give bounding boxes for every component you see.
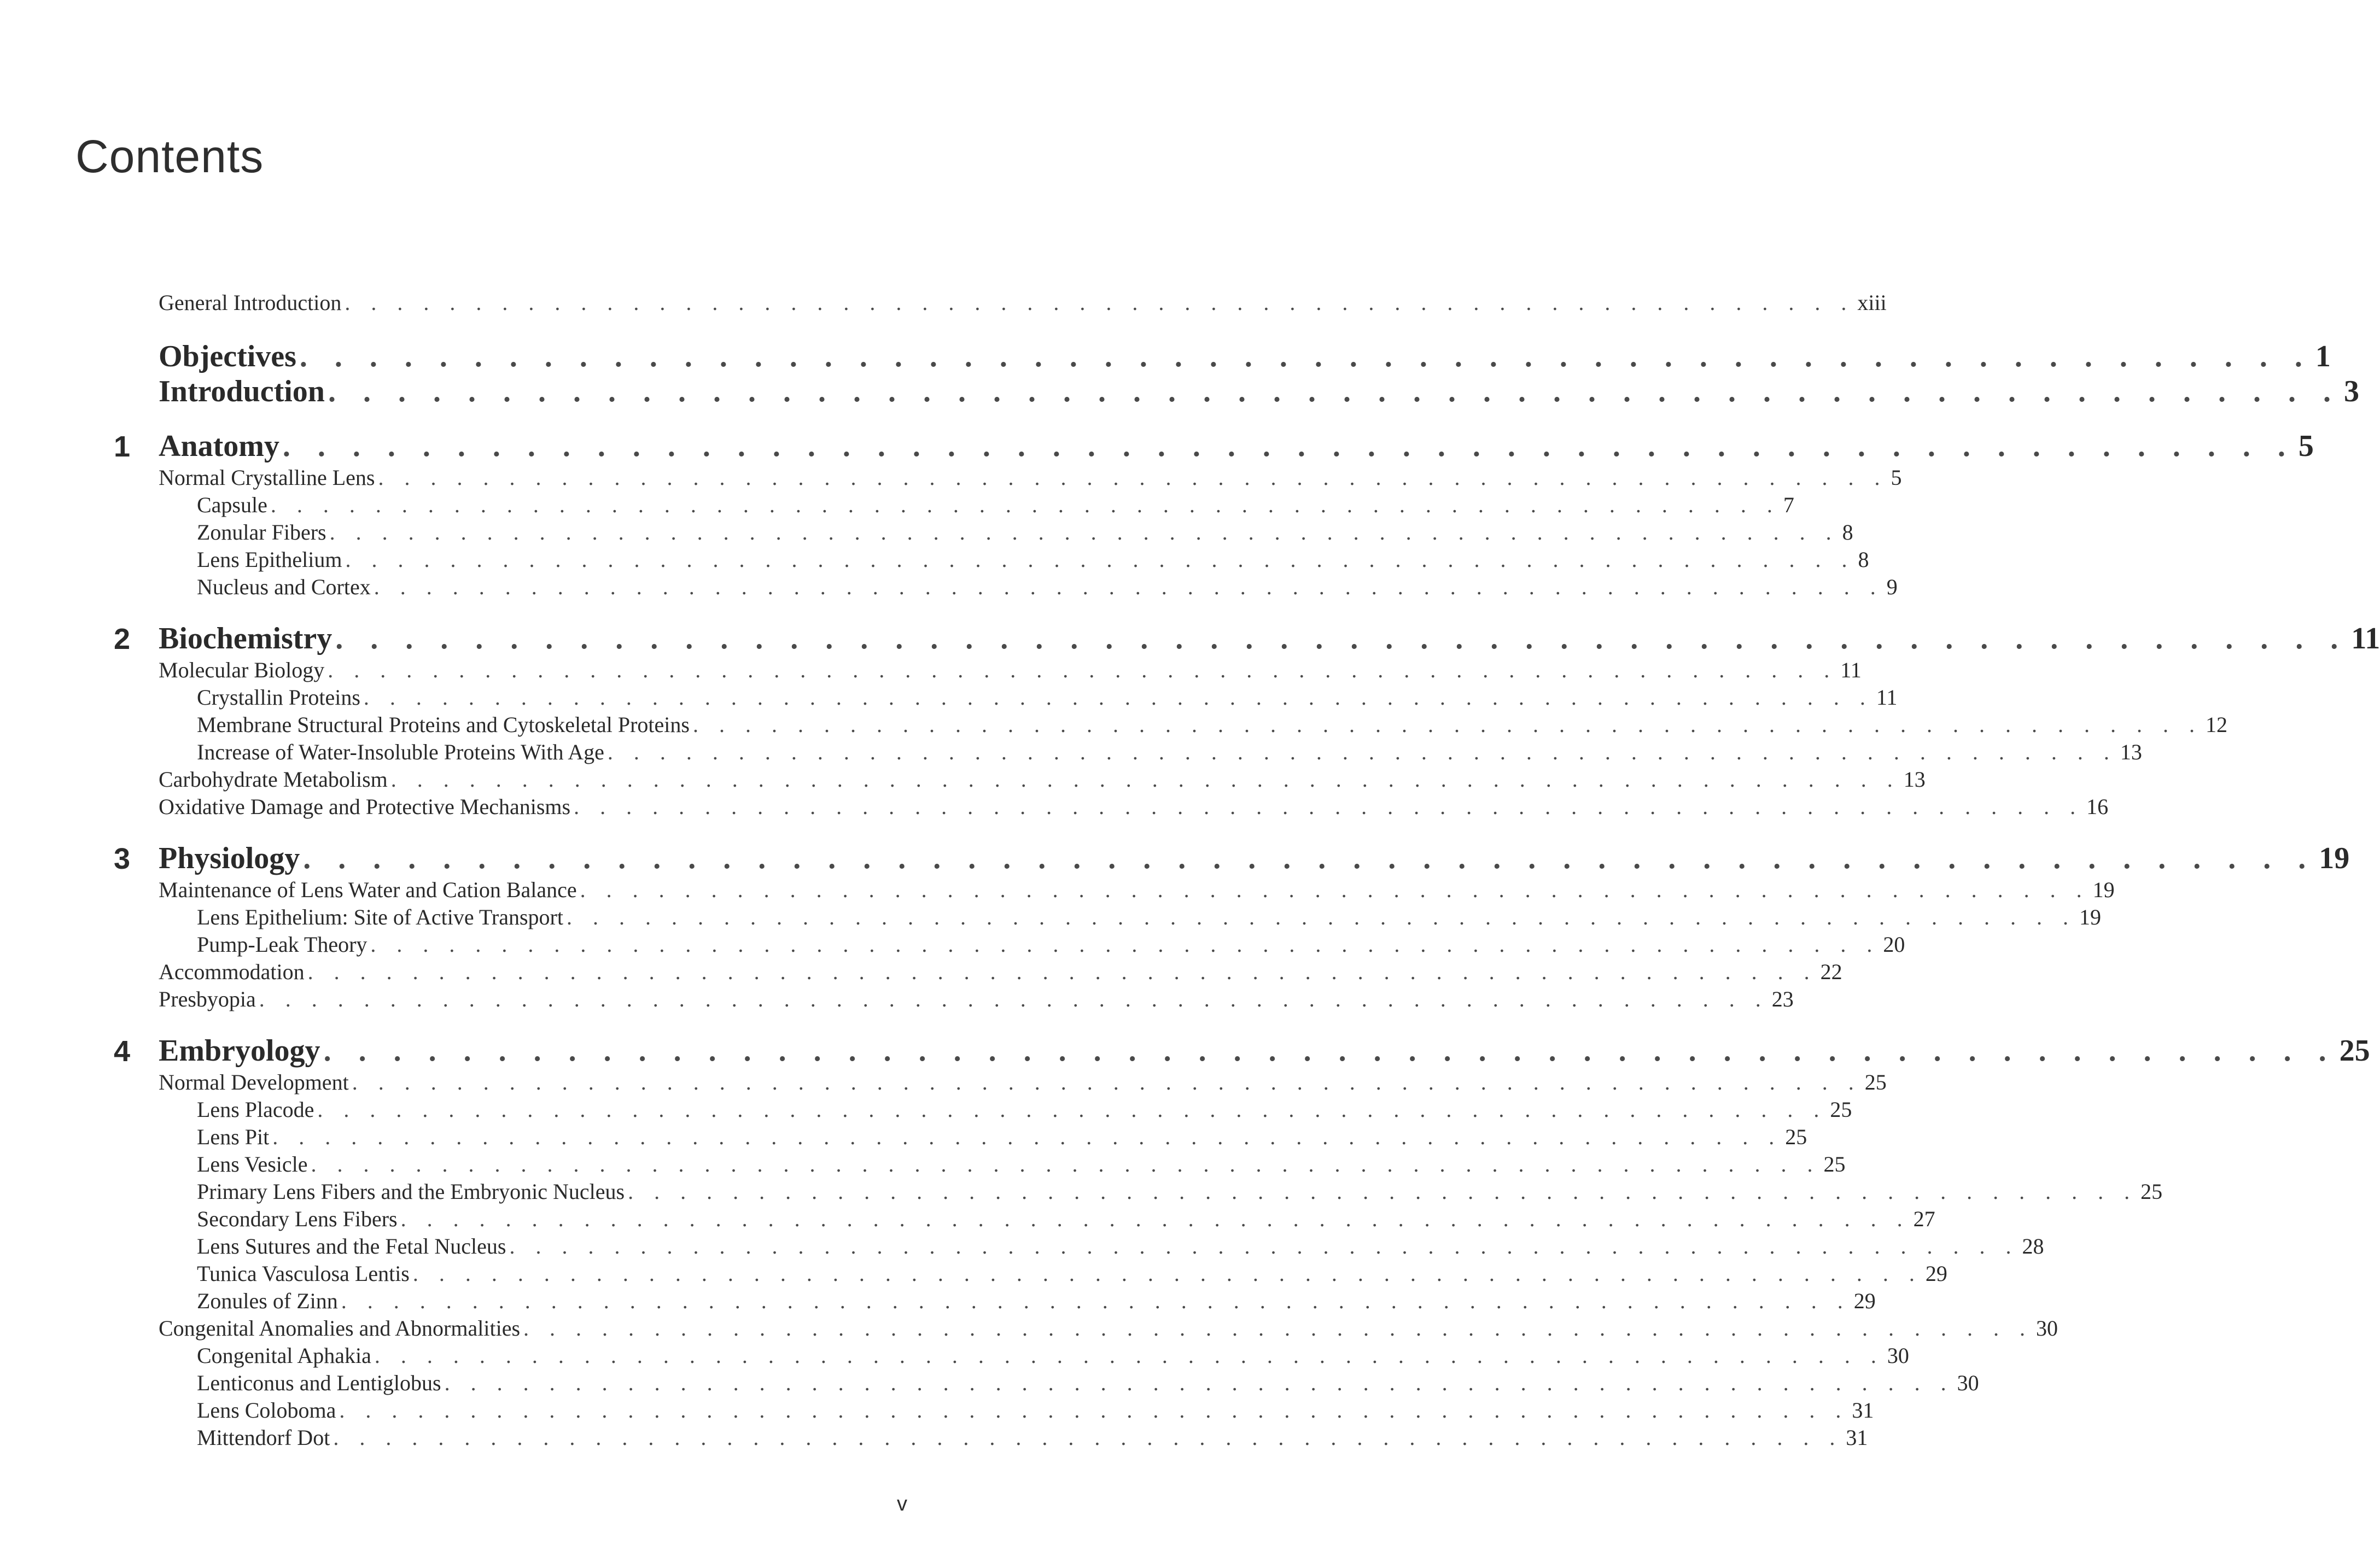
chapter-number: 2 bbox=[114, 623, 131, 655]
toc-entry[interactable] bbox=[197, 904, 2101, 930]
toc-entry-page: 11 bbox=[2351, 622, 2380, 655]
toc-entry-page: 25 bbox=[2140, 1179, 2163, 1204]
dot-leader: . . . . . . . . . . . . . . . . . . . . . . . . . . . . . . . . . . . . . . . . . . . . . . . . . . . . . . . . . . bbox=[317, 1097, 1827, 1122]
dot-leader: . . . . . . . . . . . . . . . . . . . . . . . . . . . . . . . . . . . . . . . . . . . . . . . . . . . . . . . . . . bbox=[333, 1425, 1843, 1450]
toc-entry-page: 11 bbox=[1840, 658, 1862, 682]
toc-entry-label: General Introduction bbox=[159, 290, 342, 315]
toc-entry-label: Lens Sutures and the Fetal Nucleus bbox=[197, 1234, 506, 1259]
toc-entry[interactable] bbox=[197, 739, 2142, 765]
toc-entry[interactable] bbox=[197, 684, 1898, 710]
toc-entry[interactable] bbox=[197, 492, 1794, 518]
toc-entry-label: Tunica Vasculosa Lentis bbox=[197, 1261, 410, 1286]
dot-leader: . . . . . . . . . . . . . . . . . . . . . . . . . . . . . . . . . . . . . . . . . . . . . . . . . . . . . . . . . . bbox=[363, 685, 1873, 710]
toc-entry-page: 5 bbox=[1891, 465, 1902, 490]
toc-entry[interactable] bbox=[197, 1425, 1868, 1450]
dot-leader: . . . . . . . . . . . . . . . . . . . . . . . . . . . . . . . . . . . . . . . . . . . . . . . . . . . . . . . . . . bbox=[259, 987, 1769, 1011]
toc-entry-page: 30 bbox=[1887, 1343, 1909, 1368]
toc-entry-label: Crystallin Proteins bbox=[197, 685, 360, 710]
dot-leader: . . . . . . . . . . . . . . . . . . . . . . . . . . . . . . . . . . . . . . . . . . . . . . . . . . . . . . . . . . bbox=[374, 575, 1883, 599]
toc-entry-label: Zonules of Zinn bbox=[197, 1289, 338, 1313]
toc-entry-label: Mittendorf Dot bbox=[197, 1425, 330, 1450]
toc-entry[interactable] bbox=[197, 1288, 1876, 1314]
toc-entry-label: Carbohydrate Metabolism bbox=[159, 767, 388, 792]
toc-entry-page: 25 bbox=[1785, 1125, 1807, 1149]
dot-leader: . . . . . . . . . . . . . . . . . . . . . . . . . . . . . . . . . . . . . . . . . . . . . . . . . . . . . . . . . . bbox=[335, 622, 2348, 655]
dot-leader: . . . . . . . . . . . . . . . . . . . . . . . . . . . . . . . . . . . . . . . . . . . . . . . . . . . . . . . . . . bbox=[607, 740, 2117, 764]
toc-entry-introduction[interactable] bbox=[159, 374, 2359, 409]
toc-entry[interactable] bbox=[197, 547, 1869, 572]
toc-chapter-embryology[interactable] bbox=[159, 1033, 2370, 1068]
toc-entry-label: Lens Epithelium bbox=[197, 547, 342, 572]
dot-leader: . . . . . . . . . . . . . . . . . . . . . . . . . . . . . . . . . . . . . . . . . . . . . . . . . . . . . . . . . . bbox=[444, 1371, 1954, 1395]
dot-leader: . . . . . . . . . . . . . . . . . . . . . . . . . . . . . . . . . . . . . . . . . . . . . . . . . . . . . . . . . . bbox=[339, 1398, 1849, 1423]
toc-entry[interactable] bbox=[197, 712, 2227, 738]
toc-entry-page: 19 bbox=[2319, 841, 2350, 875]
toc-entry[interactable] bbox=[197, 1261, 1947, 1286]
toc-entry[interactable] bbox=[197, 1124, 1807, 1150]
toc-entry-page: 23 bbox=[1771, 987, 1794, 1011]
toc-entry[interactable] bbox=[159, 465, 1902, 490]
chapter-number: 4 bbox=[114, 1035, 131, 1068]
toc-entry-page: 25 bbox=[2339, 1034, 2370, 1068]
toc-entry-label: Lens Coloboma bbox=[197, 1398, 336, 1423]
dot-leader: . . . . . . . . . . . . . . . . . . . . . . . . . . . . . . . . . . . . . . . . . . . . . . . . . . . . . . . . . . bbox=[345, 547, 1855, 572]
dot-leader: . . . . . . . . . . . . . . . . . . . . . . . . . . . . . . . . . . . . . . . . . . . . . . . . . . . . . . . . . . bbox=[323, 1034, 2336, 1068]
toc-entry[interactable] bbox=[197, 1179, 2163, 1204]
toc-entry[interactable] bbox=[197, 1343, 1909, 1368]
toc-entry-label: Secondary Lens Fibers bbox=[197, 1207, 398, 1231]
dot-leader: . . . . . . . . . . . . . . . . . . . . . . . . . . . . . . . . . . . . . . . . . . . . . . . . . . . . . . . . . . bbox=[303, 841, 2316, 875]
toc-entry-label: Normal Crystalline Lens bbox=[159, 465, 375, 490]
dot-leader: . . . . . . . . . . . . . . . . . . . . . . . . . . . . . . . . . . . . . . . . . . . . . . . . . . . . . . . . . . bbox=[311, 1152, 1821, 1177]
toc-entry-page: 13 bbox=[2120, 740, 2142, 764]
toc-entry-objectives[interactable] bbox=[159, 339, 2331, 374]
dot-leader: . . . . . . . . . . . . . . . . . . . . . . . . . . . . . . . . . . . . . . . . . . . . . . . . . . . . . . . . . . bbox=[566, 905, 2076, 929]
dot-leader: . . . . . . . . . . . . . . . . . . . . . . . . . . . . . . . . . . . . . . . . . . . . . . . . . . . . . . . . . . bbox=[628, 1179, 2138, 1204]
toc-entry-page: 19 bbox=[2079, 905, 2101, 929]
toc-entry-page: 19 bbox=[2092, 877, 2115, 902]
toc-entry[interactable] bbox=[197, 932, 1905, 957]
chapter-title: Biochemistry bbox=[159, 622, 332, 655]
toc-entry-label: Objectives bbox=[159, 340, 296, 373]
dot-leader: . . . . . . . . . . . . . . . . . . . . . . . . . . . . . . . . . . . . . . . . . . . . . . . . . . . . . . . . . . bbox=[328, 658, 1838, 682]
toc-entry[interactable] bbox=[159, 877, 2115, 903]
toc-entry-label: Primary Lens Fibers and the Embryonic Nucleus bbox=[197, 1179, 625, 1204]
toc-entry[interactable] bbox=[159, 657, 1862, 683]
toc-entry-page: xiii bbox=[1857, 290, 1887, 315]
toc-entry-page: 31 bbox=[1846, 1425, 1868, 1450]
toc-entry-label: Oxidative Damage and Protective Mechanisms bbox=[159, 794, 571, 819]
toc-entry[interactable] bbox=[159, 986, 1794, 1012]
toc-chapter-anatomy[interactable] bbox=[159, 429, 2314, 464]
toc-entry-general-introduction[interactable] bbox=[159, 290, 1887, 315]
dot-leader: . . . . . . . . . . . . . . . . . . . . . . . . . . . . . . . . . . . . . . . . . . . . . . . . . . . . . . . . . . bbox=[341, 1289, 1851, 1313]
dot-leader: . . . . . . . . . . . . . . . . . . . . . . . . . . . . . . . . . . . . . . . . . . . . . . . . . . . . . . . . . . bbox=[370, 932, 1880, 957]
page-number: v bbox=[897, 1493, 907, 1515]
dot-leader: . . . . . . . . . . . . . . . . . . . . . . . . . . . . . . . . . . . . . . . . . . . . . . . . . . . . . . . . . . bbox=[574, 794, 2084, 819]
toc-entry[interactable] bbox=[197, 1233, 2044, 1259]
toc-entry-page: 1 bbox=[2315, 340, 2331, 373]
toc-entry[interactable] bbox=[197, 574, 1898, 600]
toc-entry-label: Molecular Biology bbox=[159, 658, 325, 682]
toc-entry[interactable] bbox=[197, 1370, 1979, 1396]
dot-leader: . . . . . . . . . . . . . . . . . . . . . . . . . . . . . . . . . . . . . . . . . . . . . . . . . . . . . . . . . . bbox=[282, 429, 2295, 463]
toc-entry-label: Lenticonus and Lentiglobus bbox=[197, 1371, 441, 1395]
toc-entry[interactable] bbox=[159, 959, 1842, 985]
dot-leader: . . . . . . . . . . . . . . . . . . . . . . . . . . . . . . . . . . . . . . . . . . . . . . . . . . . . . . . . . . bbox=[400, 1207, 1910, 1231]
dot-leader: . . . . . . . . . . . . . . . . . . . . . . . . . . . . . . . . . . . . . . . . . . . . . . . . . . . . . . . . . . bbox=[299, 340, 2312, 373]
toc-entry-page: 8 bbox=[1858, 547, 1869, 572]
toc-entry-label: Capsule bbox=[197, 493, 267, 517]
toc-entry-page: 22 bbox=[1820, 959, 1842, 984]
toc-entry[interactable] bbox=[197, 1397, 1874, 1423]
toc-entry-label: Lens Placode bbox=[197, 1097, 314, 1122]
dot-leader: . . . . . . . . . . . . . . . . . . . . . . . . . . . . . . . . . . . . . . . . . . . . . . . . . . . . . . . . . . bbox=[390, 767, 1900, 792]
toc-entry-label: Membrane Structural Proteins and Cytoskeletal Proteins bbox=[197, 712, 690, 737]
dot-leader: . . . . . . . . . . . . . . . . . . . . . . . . . . . . . . . . . . . . . . . . . . . . . . . . . . . . . . . . . . bbox=[328, 374, 2341, 408]
dot-leader: . . . . . . . . . . . . . . . . . . . . . . . . . . . . . . . . . . . . . . . . . . . . . . . . . . . . . . . . . . bbox=[272, 1125, 1782, 1149]
toc-entry-page: 12 bbox=[2205, 712, 2227, 737]
toc-entry-page: 27 bbox=[1913, 1207, 1935, 1231]
chapter-title: Anatomy bbox=[159, 429, 279, 463]
toc-entry-page: 29 bbox=[1853, 1289, 1876, 1313]
toc-entry-page: 13 bbox=[1903, 767, 1926, 792]
toc-entry-label: Maintenance of Lens Water and Cation Balance bbox=[159, 877, 577, 902]
dot-leader: . . . . . . . . . . . . . . . . . . . . . . . . . . . . . . . . . . . . . . . . . . . . . . . . . . . . . . . . . . bbox=[509, 1234, 2019, 1259]
toc-entry[interactable] bbox=[159, 766, 1926, 792]
toc-entry-page: 11 bbox=[1876, 685, 1898, 710]
toc-entry[interactable] bbox=[159, 794, 2109, 820]
toc-entry-label: Presbyopia bbox=[159, 987, 256, 1011]
toc-entry-label: Zonular Fibers bbox=[197, 520, 326, 545]
dot-leader: . . . . . . . . . . . . . . . . . . . . . . . . . . . . . . . . . . . . . . . . . . . . . . . . . . . . . . . . . . bbox=[270, 493, 1780, 517]
dot-leader: . . . . . . . . . . . . . . . . . . . . . . . . . . . . . . . . . . . . . . . . . . . . . . . . . . . . . . . . . . bbox=[412, 1261, 1922, 1286]
toc-entry-page: 30 bbox=[2036, 1316, 2058, 1341]
toc-entry-label: Accommodation bbox=[159, 959, 305, 984]
toc-entry[interactable] bbox=[159, 1315, 2058, 1341]
toc-entry-label: Nucleus and Cortex bbox=[197, 575, 371, 599]
toc-entry-label: Lens Epithelium: Site of Active Transport bbox=[197, 905, 563, 929]
toc-entry-page: 29 bbox=[1925, 1261, 1947, 1286]
dot-leader: . . . . . . . . . . . . . . . . . . . . . . . . . . . . . . . . . . . . . . . . . . . . . . . . . . . . . . . . . . bbox=[523, 1316, 2033, 1341]
page-title: Contents bbox=[75, 131, 264, 182]
toc-entry-label: Lens Vesicle bbox=[197, 1152, 308, 1177]
toc-entry[interactable] bbox=[159, 1069, 1887, 1095]
toc-entry-label: Pump-Leak Theory bbox=[197, 932, 368, 957]
toc-entry-page: 16 bbox=[2086, 794, 2109, 819]
chapter-title: Embryology bbox=[159, 1034, 320, 1068]
toc-entry[interactable] bbox=[197, 1097, 1852, 1122]
toc-entry[interactable] bbox=[197, 1206, 1935, 1232]
chapter-number: 1 bbox=[114, 430, 131, 463]
dot-leader: . . . . . . . . . . . . . . . . . . . . . . . . . . . . . . . . . . . . . . . . . . . . . . . . . . . . . . . . . . bbox=[378, 465, 1888, 490]
chapter-title: Physiology bbox=[159, 841, 300, 875]
toc-entry-page: 3 bbox=[2343, 374, 2359, 408]
dot-leader: . . . . . . . . . . . . . . . . . . . . . . . . . . . . . . . . . . . . . . . . . . . . . . . . . . . . . . . . . . bbox=[345, 290, 1854, 315]
dot-leader: . . . . . . . . . . . . . . . . . . . . . . . . . . . . . . . . . . . . . . . . . . . . . . . . . . . . . . . . . . bbox=[352, 1070, 1862, 1095]
toc-entry-page: 25 bbox=[1830, 1097, 1852, 1122]
toc-entry-page: 9 bbox=[1886, 575, 1898, 599]
dot-leader: . . . . . . . . . . . . . . . . . . . . . . . . . . . . . . . . . . . . . . . . . . . . . . . . . . . . . . . . . . bbox=[329, 520, 1839, 545]
toc-entry-page: 25 bbox=[1823, 1152, 1846, 1177]
toc-entry-page: 25 bbox=[1864, 1070, 1887, 1095]
toc-entry-page: 30 bbox=[1957, 1371, 1979, 1395]
toc-entry-page: 28 bbox=[2022, 1234, 2044, 1259]
dot-leader: . . . . . . . . . . . . . . . . . . . . . . . . . . . . . . . . . . . . . . . . . . . . . . . . . . . . . . . . . . bbox=[692, 712, 2202, 737]
toc-entry-label: Normal Development bbox=[159, 1070, 349, 1095]
toc-entry-page: 7 bbox=[1783, 493, 1794, 517]
toc-entry-label: Congenital Anomalies and Abnormalities bbox=[159, 1316, 521, 1341]
toc-entry-page: 31 bbox=[1852, 1398, 1874, 1423]
chapter-number: 3 bbox=[114, 842, 131, 875]
dot-leader: . . . . . . . . . . . . . . . . . . . . . . . . . . . . . . . . . . . . . . . . . . . . . . . . . . . . . . . . . . bbox=[580, 877, 2090, 902]
toc-entry-label: Introduction bbox=[159, 374, 325, 408]
toc-entry-page: 20 bbox=[1883, 932, 1905, 957]
toc-chapter-physiology[interactable] bbox=[159, 841, 2350, 876]
toc-chapter-biochemistry[interactable] bbox=[159, 621, 2380, 656]
dot-leader: . . . . . . . . . . . . . . . . . . . . . . . . . . . . . . . . . . . . . . . . . . . . . . . . . . . . . . . . . . bbox=[307, 959, 1817, 984]
toc-entry[interactable] bbox=[197, 519, 1853, 545]
toc-entry[interactable] bbox=[197, 1151, 1846, 1177]
toc-entry-page: 8 bbox=[1842, 520, 1853, 545]
toc-entry-label: Lens Pit bbox=[197, 1125, 270, 1149]
toc-entry-label: Increase of Water-Insoluble Proteins With Age bbox=[197, 740, 604, 764]
dot-leader: . . . . . . . . . . . . . . . . . . . . . . . . . . . . . . . . . . . . . . . . . . . . . . . . . . . . . . . . . . bbox=[374, 1343, 1884, 1368]
toc-entry-label: Congenital Aphakia bbox=[197, 1343, 371, 1368]
toc-entry-page: 5 bbox=[2298, 429, 2314, 463]
